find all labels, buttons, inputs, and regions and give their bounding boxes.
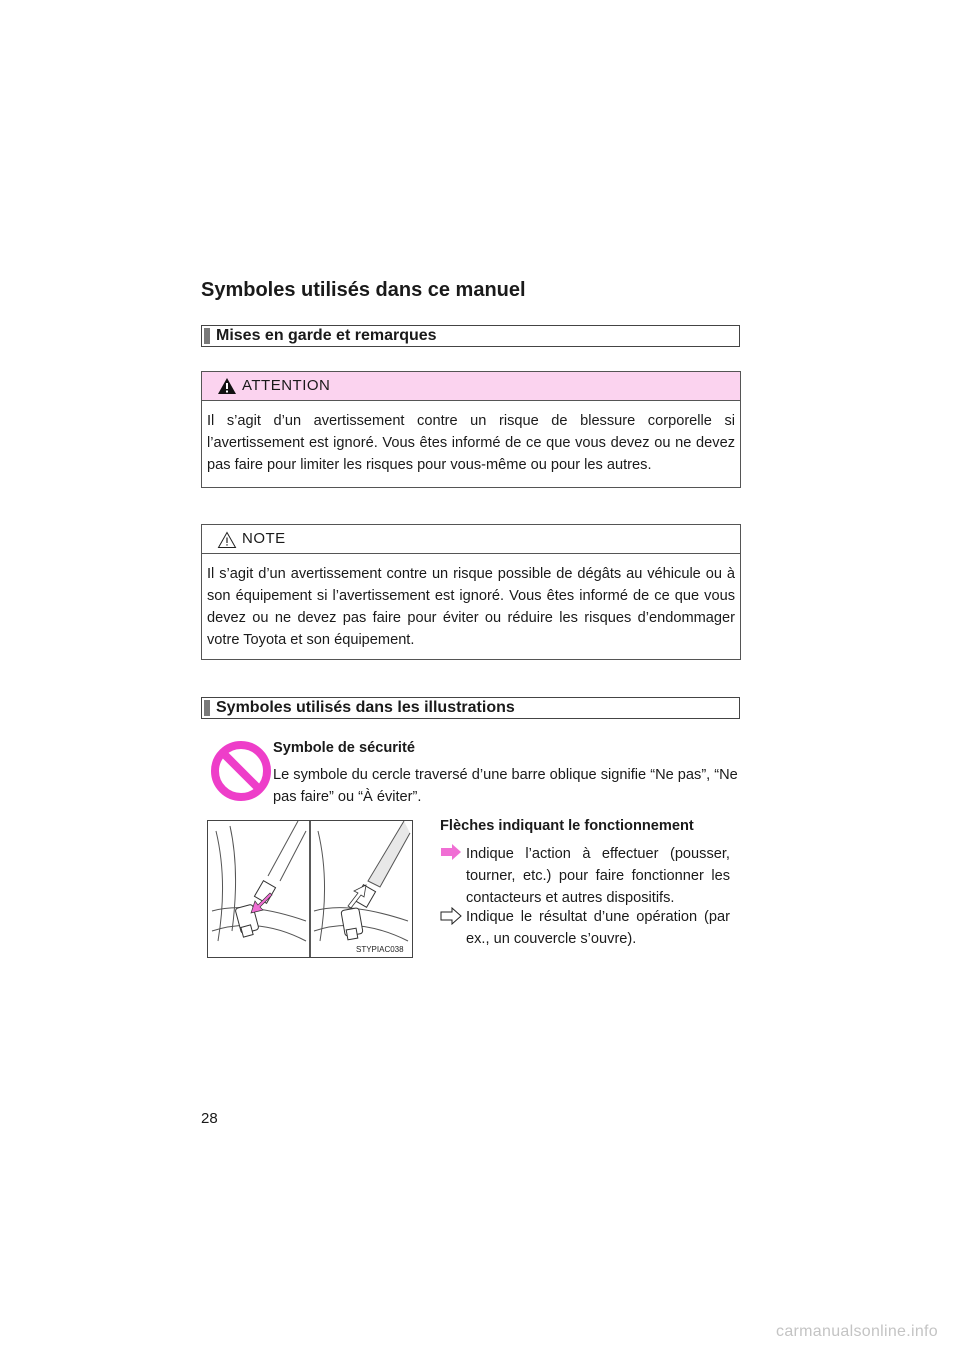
section-marker <box>204 700 210 716</box>
watermark: carmanualsonline.info <box>776 1323 938 1340</box>
note-label: NOTE <box>242 530 286 547</box>
note-box <box>201 524 741 660</box>
page-number: 28 <box>201 1110 218 1127</box>
attention-text: Il s’agit d’un avertissement contre un risque de blessure corporelle si l’avertissement est ignoré. Vous êtes informé de ce que vous devez ou ne devez pas faire pour limiter les risques pour vous-même ou pour les autres. <box>207 413 735 473</box>
warning-filled-icon <box>217 377 237 395</box>
seatbelt-drawing <box>208 821 412 957</box>
illustration-code: STYPIAC038 <box>356 945 404 954</box>
filled-arrow-text: Indique l’action à effectuer (pousser, tourner, etc.) pour faire fonctionner les contacteurs et autres dispositifs. <box>466 846 730 906</box>
prohibition-icon <box>210 740 272 802</box>
note-header <box>202 525 740 554</box>
safety-symbol-title: Symbole de sécurité <box>273 740 415 756</box>
warning-outline-icon <box>217 531 237 549</box>
outline-arrow-icon <box>440 907 462 925</box>
section-heading-illustrations <box>201 697 740 719</box>
note-text: Il s’agit d’un avertissement contre un risque possible de dégâts au véhicule ou à son équipement si l’avertissement est ignoré. Vous êtes informé de ce que vous devez ou ne devez pas faire pour éviter ou réduire les risques d’endommager votre Toyota et son équipement. <box>207 566 735 648</box>
section-marker <box>204 328 210 344</box>
seatbelt-illustration <box>207 820 413 958</box>
filled-arrow-icon <box>440 843 462 861</box>
section-heading-text: Mises en garde et remarques <box>216 327 437 344</box>
page-title: Symboles utilisés dans ce manuel <box>201 279 526 301</box>
section-heading-text: Symboles utilisés dans les illustrations <box>216 699 515 716</box>
attention-label: ATTENTION <box>242 377 331 394</box>
section-heading-warnings <box>201 325 740 347</box>
safety-symbol-text: Le symbole du cercle traversé d’une barre oblique signifie “Ne pas”, “Ne pas faire” ou “À éviter”. <box>273 767 738 805</box>
attention-header <box>202 372 740 401</box>
arrows-title: Flèches indiquant le fonctionnement <box>440 818 694 834</box>
attention-box <box>201 371 741 488</box>
outline-arrow-text: Indique le résultat d’une opération (par ex., un couvercle s’ouvre). <box>466 909 730 947</box>
